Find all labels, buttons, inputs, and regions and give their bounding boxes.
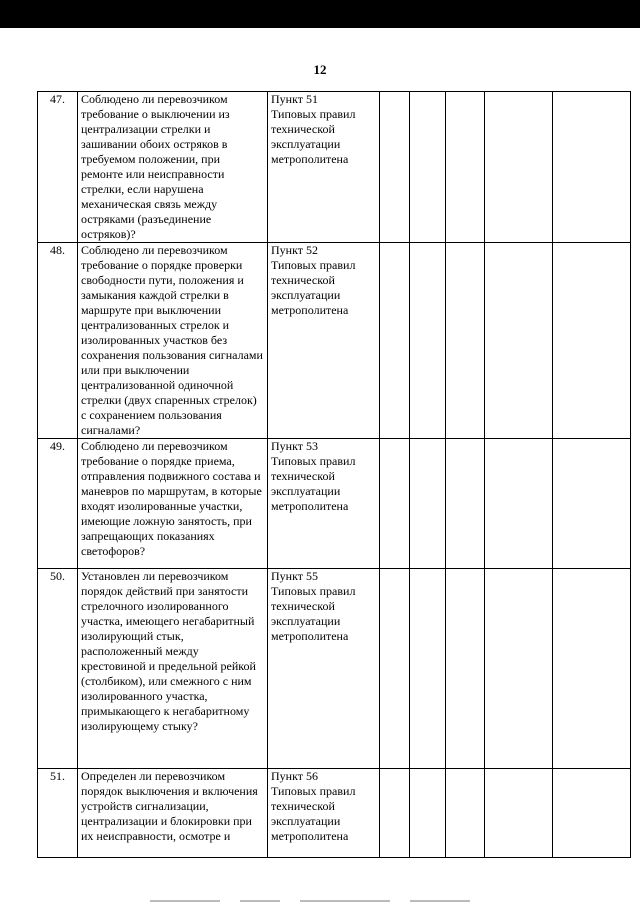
reference-cell: Пункт 51 Типовых правил технической эксплуатации метрополитена (268, 92, 380, 243)
empty-cell (446, 569, 485, 769)
empty-cell (410, 769, 446, 858)
empty-cell (380, 769, 410, 858)
empty-cell (485, 92, 553, 243)
empty-cell (380, 92, 410, 243)
empty-cell (380, 569, 410, 769)
reference-cell: Пункт 56 Типовых правил технической эксплуатации метрополитена (268, 769, 380, 858)
empty-cell (380, 439, 410, 569)
top-scan-border (0, 0, 640, 28)
empty-cell (485, 243, 553, 439)
checklist-table (37, 91, 631, 858)
empty-cell (553, 769, 631, 858)
table-row (38, 92, 631, 243)
reference-cell: Пункт 52 Типовых правил технической эксплуатации метрополитена (268, 243, 380, 439)
empty-cell (410, 92, 446, 243)
table-row (38, 769, 631, 858)
bottom-scan-marks (0, 897, 640, 905)
empty-cell (410, 569, 446, 769)
page-number: 12 (313, 62, 327, 77)
empty-cell (553, 243, 631, 439)
row-number: 50. (38, 569, 78, 769)
question-cell: Определен ли перевозчиком порядок выключения и включения устройств сигнализации, централизации и блокировки при их неисправности, осмотре и (78, 769, 268, 858)
question-cell: Соблюдено ли перевозчиком требование о порядке проверки свободности пути, положения и замыкания каждой стрелки в маршруте при выключении централизованных стрелок и изолированных участков без сохранения пользования сигналами или при выключении централизованной одиночной стрелки (двух спаренных стрелок) с сохранением пользования сигналами? (78, 243, 268, 439)
empty-cell (485, 439, 553, 569)
question-cell: Установлен ли перевозчиком порядок действий при занятости стрелочного изолированного участка, имеющего негабаритный изолирующий стык, расположенный между крестовиной и предельной рейкой (столбиком), или смежного с ним изолированного участка, примыкающего к негабаритному изолирующему стыку? (78, 569, 268, 769)
empty-cell (446, 92, 485, 243)
row-number: 47. (38, 92, 78, 243)
empty-cell (410, 439, 446, 569)
table-row (38, 569, 631, 769)
empty-cell (446, 243, 485, 439)
empty-cell (446, 439, 485, 569)
question-cell: Соблюдено ли перевозчиком требование о выключении из централизации стрелки и зашивании обоих остряков в требуемом положении, при ремонте или неисправности стрелки, если нарушена механическая связь между остряками (разъединение остряков)? (78, 92, 268, 243)
table-row (38, 243, 631, 439)
reference-cell: Пункт 55 Типовых правил технической эксплуатации метрополитена (268, 569, 380, 769)
empty-cell (553, 569, 631, 769)
question-cell: Соблюдено ли перевозчиком требование о порядке приема, отправления подвижного состава и маневров по маршрутам, в которые входят изолированные участки, имеющие ложную занятость, при запрещающих показаниях светофоров? (78, 439, 268, 569)
empty-cell (485, 769, 553, 858)
empty-cell (485, 569, 553, 769)
empty-cell (553, 92, 631, 243)
empty-cell (553, 439, 631, 569)
row-number: 51. (38, 769, 78, 858)
row-number: 48. (38, 243, 78, 439)
table-row (38, 439, 631, 569)
reference-cell: Пункт 53 Типовых правил технической эксплуатации метрополитена (268, 439, 380, 569)
row-number: 49. (38, 439, 78, 569)
empty-cell (380, 243, 410, 439)
empty-cell (446, 769, 485, 858)
empty-cell (410, 243, 446, 439)
